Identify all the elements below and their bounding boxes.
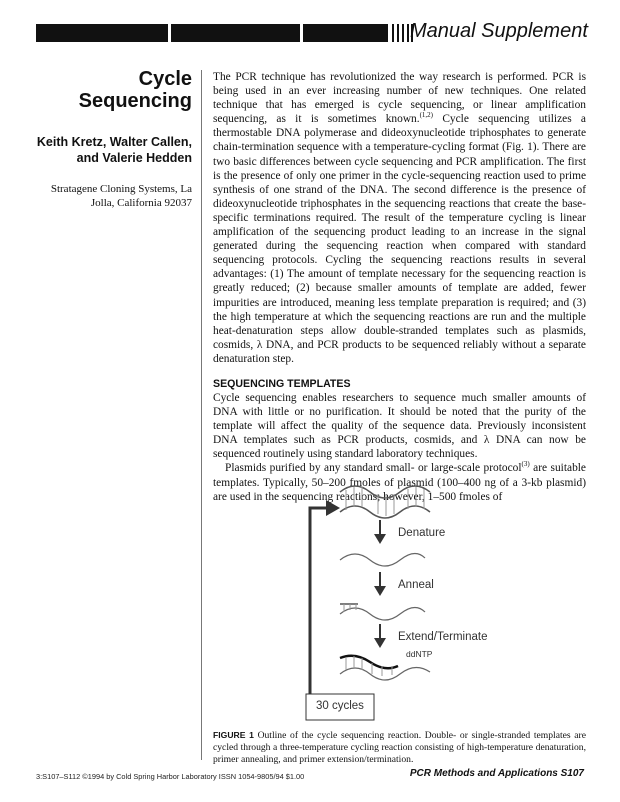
dsdna-template <box>340 486 430 518</box>
paragraph-templates: Cycle sequencing enables researchers to sequence much smaller amounts of DNA with little or no purification. It should be noted that the purity of the template will affect the quality of the sequence data. Previously inconsistent DNA templates such as PCR products, cosmids, and λ DNA can now be sequenced routinely using standard laboratory techniques. <box>213 391 586 461</box>
header-bar-gap <box>300 24 303 42</box>
header-bar-gap <box>168 24 171 42</box>
extension-product <box>340 656 430 680</box>
step-arrowhead-1 <box>374 534 386 544</box>
affiliation <box>30 182 192 210</box>
single-strand <box>340 553 425 566</box>
section-title: Manual Supplement <box>410 20 588 42</box>
authors-line2: and Valerie Hedden <box>76 151 192 165</box>
cycle-return-arrow <box>310 508 370 715</box>
header-ticks <box>352 24 412 42</box>
authors-line1: Keith Kretz, Walter Callen, <box>36 135 192 149</box>
affiliation-line2: Jolla, California 92037 <box>90 197 192 209</box>
step-denature-label: Denature <box>398 527 446 539</box>
step-extend-label: Extend/Terminate <box>398 631 488 643</box>
affiliation-line1: Stratagene Cloning Systems, La <box>50 183 192 195</box>
figure-caption <box>213 729 586 766</box>
section-heading: SEQUENCING TEMPLATES <box>213 377 351 390</box>
column-divider <box>201 70 202 760</box>
step-arrowhead-2 <box>374 586 386 596</box>
paragraph-plasmids-text-a: Plasmids purified by any standard small- or large-scale protocol <box>225 462 522 475</box>
paragraph-intro <box>213 70 586 366</box>
authors <box>30 134 192 166</box>
footer-citation: 3:S107–S112 ©1994 by Cold Spring Harbor Laboratory ISSN 1054-9805/94 $1.00 <box>36 772 305 781</box>
step-anneal-label: Anneal <box>398 579 434 591</box>
paragraph-intro-text-b: Cycle sequencing utilizes a thermostable DNA polymerase and dideoxynucleotide triphosphates to generate chain-termination sequence with a temperature-cycling format (Fig. 1). There are two basic differences between cycle sequencing and PCR amplification. The first is the presence of only one primer in the cycle-sequencing reaction used to prime synthesis of one strand of the DNA. The second difference is the presence of dideoxynucleotide triphosphates in the sequencing reactions that create the base-specific terminations required. The result of the temperature cycling is linear amplification of the sequencing product leading to an increase in the signal generated during the sequencing reaction when compared with standard sequencing protocols. Cycling the sequencing reactions results in several advantages: (1) The amount of template necessary for the sequencing reaction is greatly reduced; (2) because smaller amounts of template are added, fewer impurities are introduced, meaning less template preparation is required; and (3) the high temperature at which the sequencing reactions are run and the multiple heat-denaturation steps allow double-stranded templates such as plasmids, cosmids, λ DNA, and PCR products to be sequenced reliably without a separate denaturation step. <box>213 113 586 365</box>
figure-diagram <box>300 478 480 726</box>
caption-text: Outline of the cycle sequencing reaction. Double- or single-stranded templates are cycled through a three-temperature cycling reaction consisting of high-temperature denaturation, primer annealing, and primer extension/termination. <box>213 730 586 765</box>
cycle-arrowhead <box>326 500 340 516</box>
citation-ref: (3) <box>521 460 530 469</box>
cycles-label: 30 cycles <box>316 700 364 712</box>
step-arrowhead-3 <box>374 638 386 648</box>
figure-cycle-sequencing <box>300 478 488 726</box>
main-column <box>213 70 586 504</box>
caption-label: FIGURE 1 <box>213 730 254 740</box>
header-bar <box>36 24 388 42</box>
article-title-line1: Cycle <box>138 68 192 90</box>
left-column <box>30 68 192 210</box>
footer-journal: PCR Methods and Applications S107 <box>409 768 584 779</box>
paragraph-intro-text-a: The PCR technique has revolutionized the way research is performed. PCR is being used in an ever increasing number of new techniques. One related technique that has emerged is cycle sequencing, or linear amplification sequencing, as it is sometimes known. <box>213 71 586 126</box>
annealed-primer <box>340 604 425 620</box>
citation-ref: (1,2) <box>419 111 434 120</box>
article-title-line2: Sequencing <box>78 90 192 112</box>
ddntp-label: ddNTP <box>406 649 433 659</box>
paragraph-plasmids-text-b: are suitable templates. Typically, 50–200 fmoles of plasmid (100–400 ng of a 3-kb plasmid) are used in the sequencing reactions; however, 1–500 fmoles of <box>213 462 586 503</box>
article-title <box>30 68 192 112</box>
